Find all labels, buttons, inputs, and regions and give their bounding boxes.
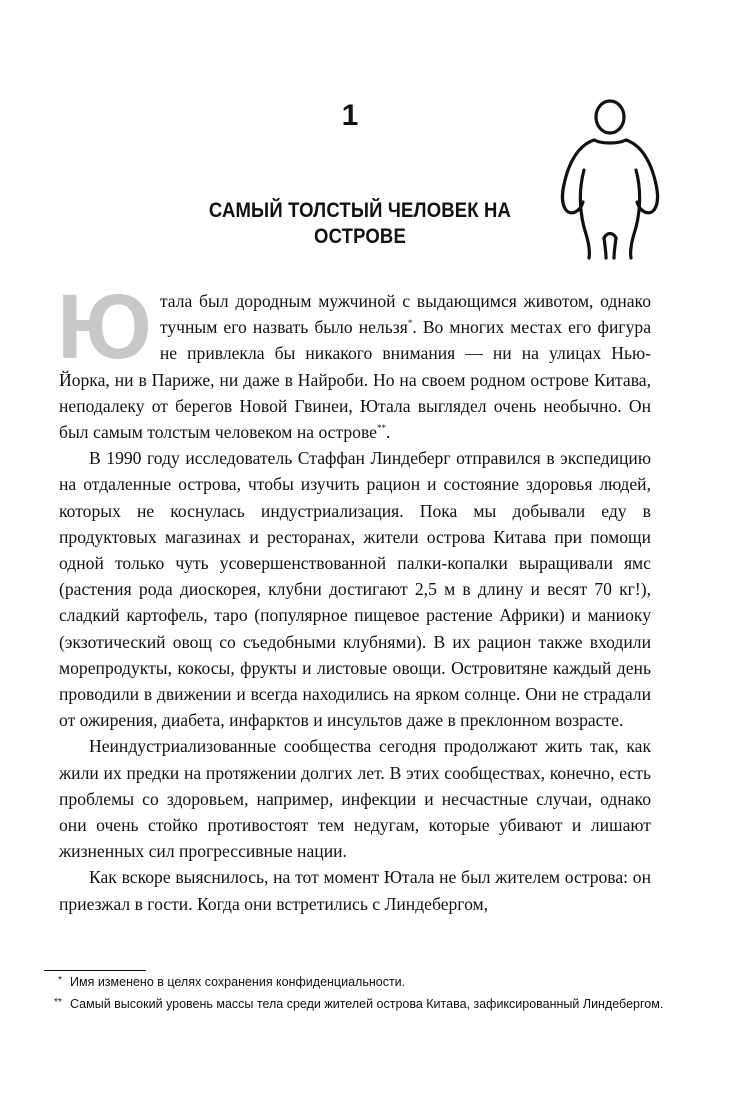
footnote-text: Имя изменено в целях сохранения конфиденциальности.: [70, 975, 406, 989]
paragraph-3: Неиндустриализованные сообщества сегодня продолжают жить так, как жили их предки на протяжении долгих лет. В этих сообществах, конечно, есть проблемы со здоровьем, например, инфекции и несчастные случаи, однако они очень стойко противостоят тем недугам, которые убивают и лишают жизненных сил прогрессивные нации.: [59, 736, 651, 862]
chapter-number: 1: [341, 99, 359, 132]
footnote-mark: **: [54, 997, 62, 1008]
person-silhouette-icon: [558, 98, 662, 260]
footnote-divider: [44, 970, 146, 971]
footnote-2: [44, 996, 664, 1013]
paragraph-1-text-a: тала был дородным мужчиной с выдающимся животом, однако тучным его назвать было нельзя: [159, 291, 651, 338]
footnote-mark: *: [58, 975, 62, 986]
paragraph-1-text-c: .: [386, 422, 391, 443]
footnote-1: [44, 974, 664, 991]
footnote-ref-2[interactable]: **: [377, 423, 386, 434]
paragraph-4: Как вскоре выяснилось, на тот момент Ютала не был жителем острова: он приезжал в гости. Когда они встретились с Линдебергом,: [59, 867, 651, 914]
body-text: [57, 276, 651, 917]
drop-cap: Ю: [57, 276, 152, 378]
footnote-text: Самый высокий уровень массы тела среди жителей острова Китава, зафиксированный Линдебергом.: [70, 997, 664, 1011]
paragraph-1-text-b: . Во многих местах его фигура не привлекла бы никакого внимания — ни на улицах Нью-Йорка, ни в Париже, ни даже в Найроби. Но на своем родном острове Китава, неподалеку от берегов Новой Гвинеи, Ютала выглядел очень необычно. Он был самым толстым человеком на острове: [59, 317, 651, 443]
footnotes: [44, 974, 664, 1018]
paragraph-2: В 1990 году исследователь Стаффан Линдеберг отправился в экспедицию на отдаленные острова, чтобы изучить рацион и состояние здоровья людей, которых не коснулась индустриализация. Пока мы добывали еду в продуктовых магазинах и ресторанах, жители острова Китава при помощи одной только чуть усовершенствованной палки-копалки выращивали ямс (растения рода диоскорея, клубни достигают 2,5 м в длину и весят 70 кг!), сладкий картофель, таро (популярное пищевое растение Африки) и маниоку (экзотический овощ со съедобными клубнями). В их рацион также входили морепродукты, кокосы, фрукты и листовые овощи. Островитяне каждый день проводили в движении и всегда находились на ярком солнце. Они не страдали от ожирения, диабета, инфарктов и инсультов даже в преклонном возрасте.: [59, 448, 651, 731]
footnote-ref-1[interactable]: *: [407, 318, 413, 329]
paragraph-1: [57, 276, 651, 445]
chapter-title: САМЫЙ ТОЛСТЫЙ ЧЕЛОВЕК НА ОСТРОВЕ: [208, 199, 512, 248]
